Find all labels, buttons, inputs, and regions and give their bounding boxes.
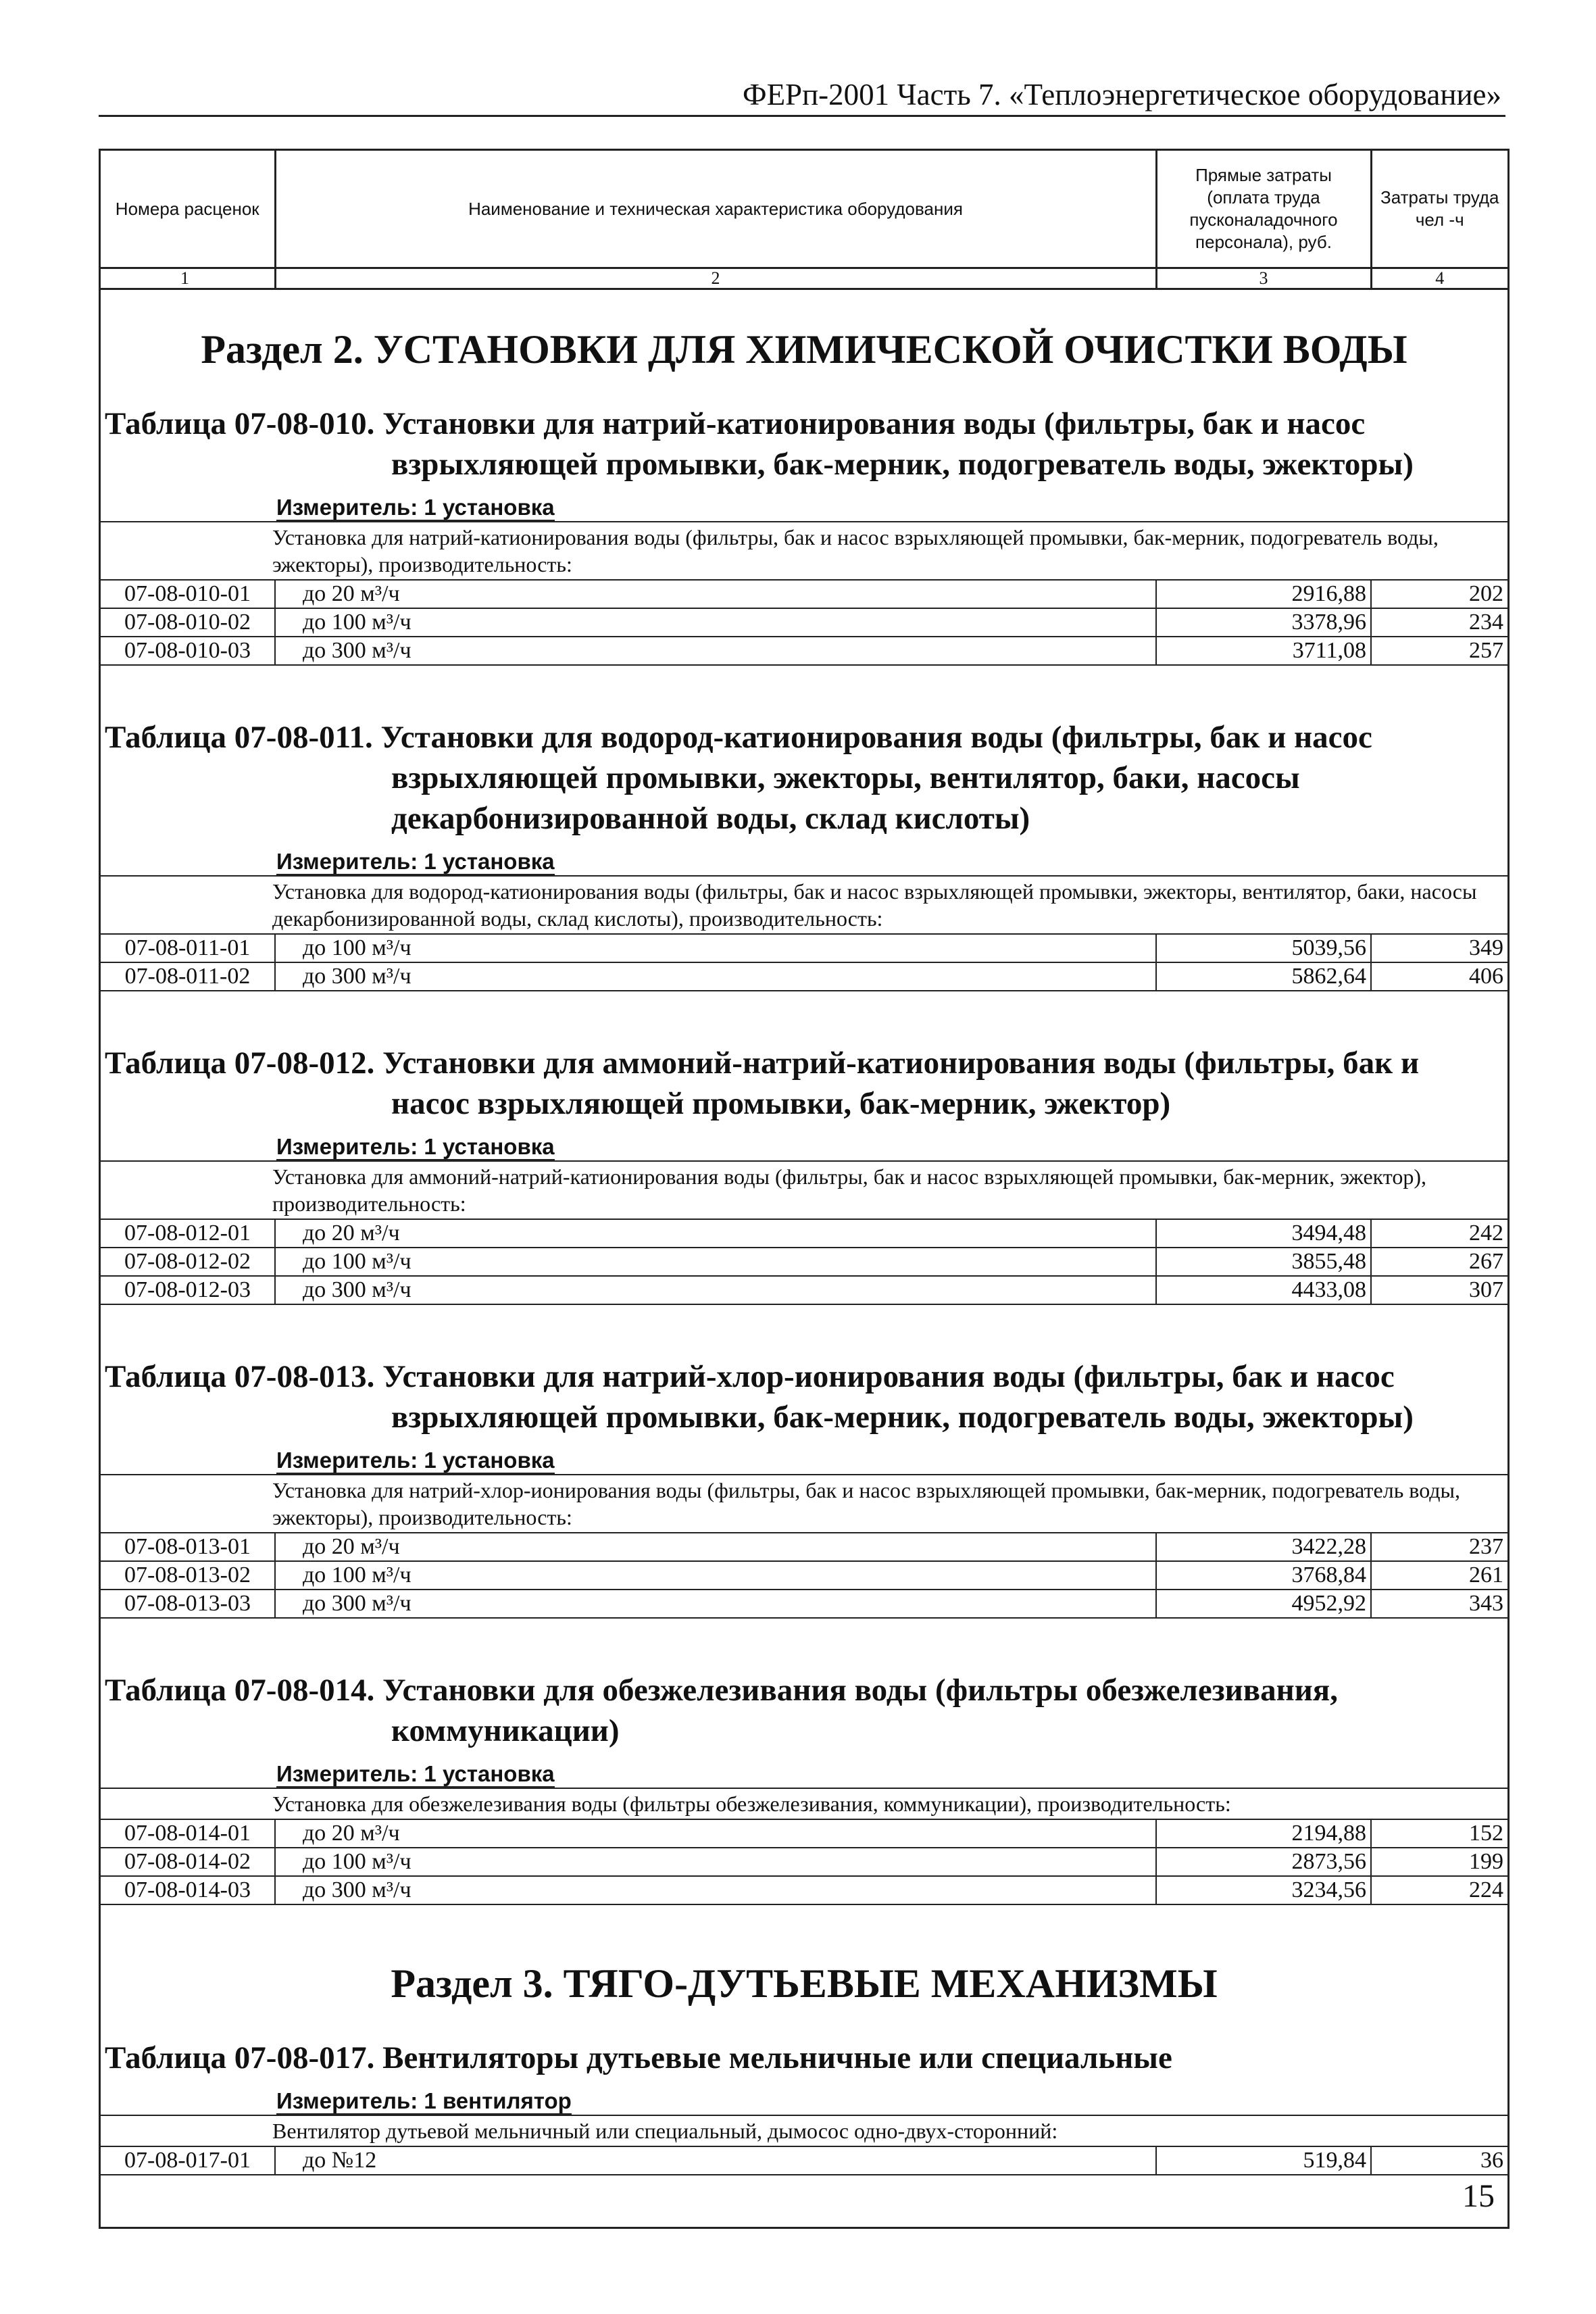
measurer-text: Измеритель: 1 вентилятор (276, 2088, 572, 2113)
measurer-text: Измеритель: 1 установка (276, 1761, 555, 1786)
sections-container (101, 322, 1507, 2175)
labor-cost-cell: 237 (1371, 1533, 1507, 1561)
table-title (101, 717, 1507, 839)
rate-code-cell: 07-08-014-02 (101, 1848, 275, 1876)
capacity-cell: до 100 м³/ч (275, 608, 1156, 637)
table-row (101, 1876, 1507, 1904)
direct-cost-cell: 4433,08 (1156, 1276, 1371, 1304)
table-row (101, 962, 1507, 991)
description-row (101, 2115, 1507, 2146)
table-row (101, 1561, 1507, 1590)
measurer-line (276, 1761, 1507, 1788)
direct-cost-cell: 3422,28 (1156, 1533, 1371, 1561)
table-code: Таблица 07-08-011. (105, 720, 373, 755)
measurer-text: Измеритель: 1 установка (276, 495, 555, 520)
column-number: 1 (101, 268, 275, 289)
direct-cost-cell: 3768,84 (1156, 1561, 1371, 1590)
table-code: Таблица 07-08-013. (105, 1359, 375, 1394)
table-description: Установка для натрий-катионирования воды (фильтры, бак и насос взрыхляющей промывки, бак-мерник, подогреватель воды, эжекторы), производительность: (101, 522, 1507, 580)
table-title-text: Установки для натрий-хлор-ионирования воды (фильтры, бак и насос взрыхляющей промывки, бак-мерник, подогреватель воды, эжекторы) (382, 1359, 1414, 1435)
direct-cost-cell: 2916,88 (1156, 580, 1371, 608)
description-row (101, 1161, 1507, 1219)
capacity-cell: до 20 м³/ч (275, 1819, 1156, 1848)
rate-code-cell: 07-08-014-01 (101, 1819, 275, 1848)
measurer-text: Измеритель: 1 установка (276, 849, 555, 874)
table-row (101, 1219, 1507, 1248)
rates-table (101, 2115, 1507, 2175)
rates-table (101, 875, 1507, 991)
measurer-line (276, 1133, 1507, 1160)
labor-cost-cell: 257 (1371, 637, 1507, 665)
column-header-labor: Затраты труда чел -ч (1371, 150, 1507, 268)
rate-code-cell: 07-08-010-02 (101, 608, 275, 637)
rate-code-cell: 07-08-011-01 (101, 934, 275, 962)
labor-cost-cell: 349 (1371, 934, 1507, 962)
direct-cost-cell: 4952,92 (1156, 1590, 1371, 1618)
capacity-cell: до 300 м³/ч (275, 1876, 1156, 1904)
table-description: Установка для обезжелезивания воды (фильтры обезжелезивания, коммуникации), производительность: (101, 1788, 1507, 1819)
rate-code-cell: 07-08-010-03 (101, 637, 275, 665)
rates-table (101, 1788, 1507, 1905)
direct-cost-cell: 3378,96 (1156, 608, 1371, 637)
capacity-cell: до 20 м³/ч (275, 1219, 1156, 1248)
rates-table (101, 521, 1507, 666)
table-row (101, 608, 1507, 637)
table-row (101, 934, 1507, 962)
table-title-text: Вентиляторы дутьевые мельничные или специальные (382, 2040, 1172, 2075)
table-code: Таблица 07-08-017. (105, 2040, 375, 2075)
table-row (101, 2146, 1507, 2175)
table-title (101, 1043, 1507, 1124)
column-number: 4 (1371, 268, 1507, 289)
measurer-line (276, 2088, 1507, 2115)
capacity-cell: до 100 м³/ч (275, 1561, 1156, 1590)
measurer-line (276, 848, 1507, 875)
capacity-cell: до 100 м³/ч (275, 934, 1156, 962)
rate-code-cell: 07-08-011-02 (101, 962, 275, 991)
labor-cost-cell: 307 (1371, 1276, 1507, 1304)
capacity-cell: до №12 (275, 2146, 1156, 2175)
table-title (101, 403, 1507, 485)
direct-cost-cell: 2194,88 (1156, 1819, 1371, 1848)
labor-cost-cell: 36 (1371, 2146, 1507, 2175)
direct-cost-cell: 5862,64 (1156, 962, 1371, 991)
rate-code-cell: 07-08-017-01 (101, 2146, 275, 2175)
labor-cost-cell: 261 (1371, 1561, 1507, 1590)
table-description: Установка для водород-катионирования воды (фильтры, бак и насос взрыхляющей промывки, эжекторы, вентилятор, баки, насосы декарбонизированной воды, склад кислоты), производительность: (101, 876, 1507, 934)
labor-cost-cell: 267 (1371, 1248, 1507, 1276)
labor-cost-cell: 152 (1371, 1819, 1507, 1848)
capacity-cell: до 300 м³/ч (275, 962, 1156, 991)
table-title (101, 2038, 1507, 2078)
capacity-cell: до 100 м³/ч (275, 1248, 1156, 1276)
table-title (101, 1356, 1507, 1437)
rate-code-cell: 07-08-010-01 (101, 580, 275, 608)
rate-code-cell: 07-08-013-01 (101, 1533, 275, 1561)
capacity-cell: до 20 м³/ч (275, 1533, 1156, 1561)
labor-cost-cell: 242 (1371, 1219, 1507, 1248)
table-row (101, 1819, 1507, 1848)
table-description: Установка для аммоний-натрий-катионирования воды (фильтры, бак и насос взрыхляющей промывки, бак-мерник, эжектор), производительность: (101, 1161, 1507, 1219)
table-row (101, 1590, 1507, 1618)
table-description: Установка для натрий-хлор-ионирования воды (фильтры, бак и насос взрыхляющей промывки, бак-мерник, подогреватель воды, эжекторы), производительность: (101, 1475, 1507, 1533)
column-header-codes: Номера расценок (101, 150, 275, 268)
measurer-line (276, 494, 1507, 521)
rate-code-cell: 07-08-013-02 (101, 1561, 275, 1590)
direct-cost-cell: 519,84 (1156, 2146, 1371, 2175)
table-code: Таблица 07-08-014. (105, 1673, 375, 1708)
table-title (101, 1670, 1507, 1751)
capacity-cell: до 300 м³/ч (275, 1276, 1156, 1304)
capacity-cell: до 300 м³/ч (275, 637, 1156, 665)
direct-cost-cell: 3855,48 (1156, 1248, 1371, 1276)
direct-cost-cell: 3711,08 (1156, 637, 1371, 665)
table-row (101, 1248, 1507, 1276)
direct-cost-cell: 3234,56 (1156, 1876, 1371, 1904)
labor-cost-cell: 224 (1371, 1876, 1507, 1904)
labor-cost-cell: 234 (1371, 608, 1507, 637)
labor-cost-cell: 343 (1371, 1590, 1507, 1618)
labor-cost-cell: 202 (1371, 580, 1507, 608)
description-row (101, 1475, 1507, 1533)
measurer-text: Измеритель: 1 установка (276, 1134, 555, 1159)
rate-code-cell: 07-08-012-02 (101, 1248, 275, 1276)
table-code: Таблица 07-08-010. (105, 406, 375, 441)
column-number: 2 (275, 268, 1156, 289)
rates-table (101, 1160, 1507, 1305)
table-row (101, 1533, 1507, 1561)
labor-cost-cell: 199 (1371, 1848, 1507, 1876)
table-row (101, 580, 1507, 608)
rate-code-cell: 07-08-013-03 (101, 1590, 275, 1618)
table-title-text: Установки для натрий-катионирования воды (фильтры, бак и насос взрыхляющей промывки, бак-мерник, подогреватель воды, эжекторы) (382, 406, 1414, 482)
measurer-line (276, 1447, 1507, 1474)
capacity-cell: до 20 м³/ч (275, 580, 1156, 608)
rate-code-cell: 07-08-012-01 (101, 1219, 275, 1248)
rate-code-cell: 07-08-014-03 (101, 1876, 275, 1904)
rate-code-cell: 07-08-012-03 (101, 1276, 275, 1304)
table-row (101, 637, 1507, 665)
column-header-table (101, 149, 1507, 290)
section-title: Раздел 2. УСТАНОВКИ ДЛЯ ХИМИЧЕСКОЙ ОЧИСТКИ ВОДЫ (201, 327, 1407, 372)
header-rule (99, 115, 1505, 117)
description-row (101, 876, 1507, 934)
table-title-text: Установки для аммоний-натрий-катионирования воды (фильтры, бак и насос взрыхляющей промывки, бак-мерник, эжектор) (382, 1045, 1420, 1121)
direct-cost-cell: 3494,48 (1156, 1219, 1371, 1248)
capacity-cell: до 100 м³/ч (275, 1848, 1156, 1876)
column-header-name: Наименование и техническая характеристика оборудования (275, 150, 1156, 268)
table-row (101, 1848, 1507, 1876)
table-title-text: Установки для водород-катионирования воды (фильтры, бак и насос взрыхляющей промывки, эжекторы, вентилятор, баки, насосы декарбонизированной воды, склад кислоты) (380, 720, 1372, 836)
price-document (99, 149, 1510, 2229)
direct-cost-cell: 2873,56 (1156, 1848, 1371, 1876)
running-header: ФЕРп-2001 Часть 7. «Теплоэнергетическое оборудование» (743, 78, 1501, 112)
rates-table (101, 1474, 1507, 1619)
section-title: Раздел 3. ТЯГО-ДУТЬЕВЫЕ МЕХАНИЗМЫ (391, 1961, 1218, 2006)
table-description: Вентилятор дутьевой мельничный или специальный, дымосос одно-двух-сторонний: (101, 2115, 1507, 2146)
direct-cost-cell: 5039,56 (1156, 934, 1371, 962)
page-number: 15 (1462, 2178, 1495, 2214)
description-row (101, 522, 1507, 580)
column-number: 3 (1156, 268, 1371, 289)
description-row (101, 1788, 1507, 1819)
table-row (101, 1276, 1507, 1304)
measurer-text: Измеритель: 1 установка (276, 1448, 555, 1473)
labor-cost-cell: 406 (1371, 962, 1507, 991)
column-header-cost: Прямые затраты (оплата труда пусконаладочного персонала), руб. (1156, 150, 1371, 268)
table-title-text: Установки для обезжелезивания воды (фильтры обезжелезивания, коммуникации) (382, 1673, 1338, 1748)
table-code: Таблица 07-08-012. (105, 1045, 375, 1081)
capacity-cell: до 300 м³/ч (275, 1590, 1156, 1618)
